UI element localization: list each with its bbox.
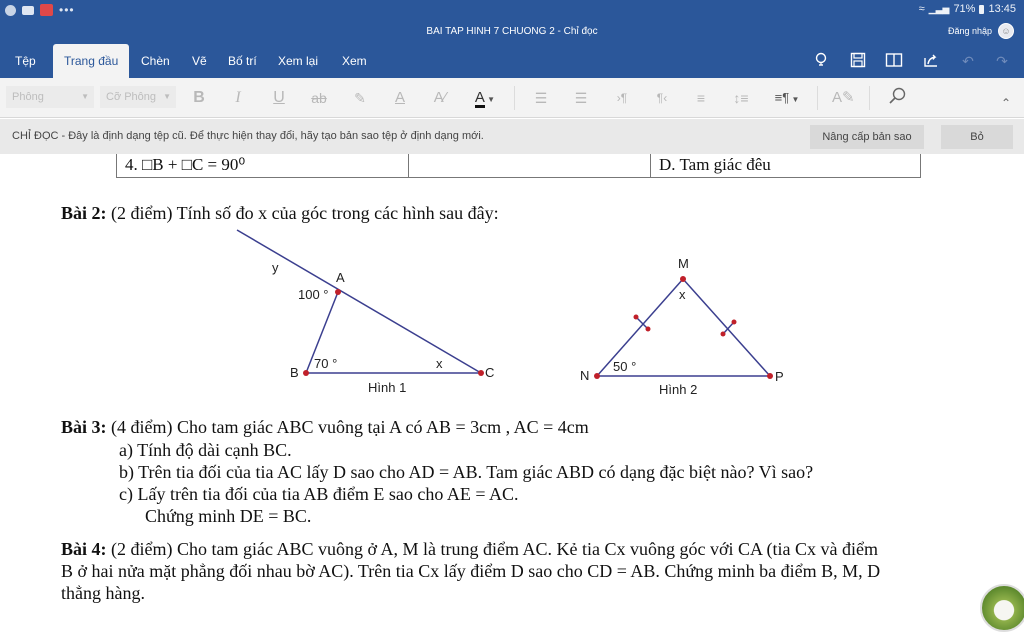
- align-icon[interactable]: ≡: [696, 90, 706, 106]
- sign-in-label: Đăng nhập: [947, 26, 992, 36]
- increase-indent-icon[interactable]: ¶‹: [656, 91, 668, 105]
- bai2-text: (2 điểm) Tính số đo x của góc trong các hình sau đây:: [106, 203, 499, 223]
- bai3-heading: Bài 3:: [61, 417, 107, 437]
- label-angle-n: 50 °: [613, 359, 637, 374]
- text-highlight-color-icon[interactable]: A: [394, 89, 405, 106]
- tab-layout[interactable]: Bố trí: [228, 54, 257, 68]
- lightbulb-icon[interactable]: [812, 52, 830, 70]
- battery-percent: 71%: [953, 3, 976, 15]
- label-angle-b: 70 °: [314, 356, 338, 371]
- sign-in-button[interactable]: [948, 23, 1014, 39]
- status-bar-right: [919, 3, 1016, 15]
- point-c: [478, 370, 484, 376]
- tick-mark-mn: [636, 317, 648, 329]
- tab-file[interactable]: Tệp: [15, 54, 36, 68]
- bai4-heading: Bài 4:: [61, 539, 107, 559]
- italic-icon[interactable]: I: [235, 89, 241, 106]
- tab-review[interactable]: Xem lại: [278, 54, 319, 68]
- label-c: C: [485, 365, 495, 380]
- more-notifications-icon: •••: [59, 3, 75, 17]
- upgrade-copy-button[interactable]: Nâng cấp bản sao: [810, 125, 924, 149]
- label-a: A: [336, 270, 345, 285]
- undo-icon[interactable]: ↶: [962, 53, 974, 69]
- clear-formatting-icon[interactable]: A⁄: [433, 89, 447, 106]
- ribbon-toolbar: [0, 78, 1024, 118]
- bai3-item-c: c) Lấy trên tia đối của tia AB điểm E sao cho AE = AC.: [119, 484, 519, 504]
- label-p: P: [775, 369, 784, 384]
- tab-draw[interactable]: Vẽ: [192, 54, 207, 68]
- bullets-icon[interactable]: ☰: [534, 90, 548, 106]
- signal-icon: ▁▃▅: [928, 3, 950, 14]
- avatar-icon: ☺: [998, 23, 1014, 39]
- strikethrough-icon[interactable]: ab: [311, 90, 327, 106]
- ribbon-separator: [817, 86, 818, 110]
- read-only-message: CHỈ ĐỌC - Đây là định dạng tệp cũ. Để thực hiện thay đổi, hãy tạo bản sao tệp ở định dạng mới.: [12, 130, 484, 142]
- read-only-infobar: [0, 119, 1024, 154]
- tick-end: [646, 327, 651, 332]
- point-b: [303, 370, 309, 376]
- font-size-placeholder: Cỡ Phông: [106, 91, 157, 103]
- document-canvas: [0, 154, 1024, 640]
- menu-tabs: [0, 44, 1024, 78]
- tab-view[interactable]: Xem: [342, 54, 367, 68]
- font-name-dropdown[interactable]: [6, 86, 94, 108]
- bai2-paragraph: [61, 202, 499, 224]
- paragraph-styles-icon[interactable]: ≡¶ ▼: [774, 90, 800, 105]
- save-icon[interactable]: [849, 52, 867, 70]
- bai3-item-b: b) Trên tia đối của tia AC lấy D sao cho AD = AB. Tam giác ABD có dạng đặc biệt nào? Vì sao?: [119, 462, 814, 482]
- figure-2: [570, 250, 800, 400]
- figure-1-caption: Hình 1: [368, 380, 407, 395]
- figure-2-caption: Hình 2: [659, 382, 698, 397]
- point-a: [335, 289, 341, 295]
- line-spacing-icon[interactable]: ↕≡: [733, 90, 749, 106]
- tab-home[interactable]: Trang đầu: [53, 44, 129, 78]
- redo-icon[interactable]: ↷: [996, 53, 1008, 69]
- point-m: [680, 276, 686, 282]
- search-icon[interactable]: [886, 87, 908, 109]
- numbering-icon[interactable]: ☰: [574, 90, 588, 106]
- app-notification-icon: [5, 5, 16, 16]
- bai3-item-a: a) Tính độ dài cạnh BC.: [119, 440, 292, 460]
- title-bar: [0, 0, 1024, 44]
- dismiss-button[interactable]: Bỏ: [941, 125, 1013, 149]
- bold-icon[interactable]: B: [193, 89, 205, 106]
- font-size-dropdown[interactable]: [100, 86, 176, 108]
- video-notification-icon: [22, 6, 34, 15]
- font-name-placeholder: Phông: [12, 91, 44, 103]
- bai2-heading: Bài 2:: [61, 203, 107, 223]
- bai4-line-1: (2 điểm) Cho tam giác ABC vuông ở A, M là trung điểm AC. Kẻ tia Cx vuông góc với CA (tia Cx và điểm: [106, 539, 878, 559]
- label-m: M: [678, 256, 689, 271]
- table-cell: [409, 154, 649, 177]
- floating-chat-bubble[interactable]: [980, 584, 1024, 632]
- table-row: [116, 154, 921, 178]
- point-n: [594, 373, 600, 379]
- bai4-paragraph: [61, 538, 878, 560]
- font-color-icon[interactable]: A ▼: [474, 89, 496, 106]
- highlight-icon[interactable]: ✎: [354, 90, 366, 106]
- clock: 13:45: [988, 3, 1016, 15]
- segment-mn: [597, 279, 683, 376]
- share-icon[interactable]: [922, 52, 940, 70]
- label-y: y: [272, 260, 279, 275]
- figure-1: [230, 226, 510, 401]
- label-b: B: [290, 365, 299, 380]
- collapse-ribbon-icon[interactable]: ⌃: [1000, 96, 1012, 110]
- label-n: N: [580, 368, 590, 383]
- segment-mp: [683, 279, 770, 376]
- decrease-indent-icon[interactable]: ›¶: [616, 91, 628, 105]
- tick-end: [721, 332, 726, 337]
- line-y-c: [237, 230, 481, 373]
- bai3-text: (4 điểm) Cho tam giác ABC vuông tại A có AB = 3cm , AC = 4cm: [106, 417, 589, 437]
- bai3-continuation: Chứng minh DE = BC.: [145, 506, 312, 526]
- ribbon-separator: [514, 86, 515, 110]
- document-title: BAI TAP HINH 7 CHUONG 2 - Chỉ đọc: [426, 26, 598, 37]
- reading-view-icon[interactable]: [885, 52, 903, 70]
- ribbon-separator: [869, 86, 870, 110]
- chevron-down-icon: ▼: [163, 92, 171, 101]
- table-cell: D. Tam giác đêu: [659, 155, 771, 174]
- tab-insert[interactable]: Chèn: [141, 54, 170, 68]
- bai4-line-2: B ở hai nửa mặt phẳng đối nhau bờ AC). Trên tia Cx lấy điểm D sao cho CD = AB. Chứng minh ba điểm B, M, D: [61, 561, 881, 581]
- tick-end: [732, 320, 737, 325]
- wifi-icon: ≈: [918, 3, 925, 15]
- point-p: [767, 373, 773, 379]
- status-bar-left: [5, 4, 75, 16]
- table-cell: 4. □B + □C = 90⁰: [125, 155, 246, 174]
- label-angle-a: 100 °: [298, 287, 329, 302]
- bai3-paragraph: [61, 416, 589, 438]
- battery-icon: [979, 5, 984, 14]
- styles-icon[interactable]: A✎: [832, 89, 855, 106]
- tick-end: [634, 315, 639, 320]
- bai4-line-3: thẳng hàng.: [61, 583, 145, 603]
- chevron-down-icon: ▼: [81, 92, 89, 101]
- label-x: x: [679, 287, 686, 302]
- underline-icon[interactable]: U: [273, 89, 285, 106]
- news-notification-icon: [40, 4, 53, 16]
- label-x: x: [436, 356, 443, 371]
